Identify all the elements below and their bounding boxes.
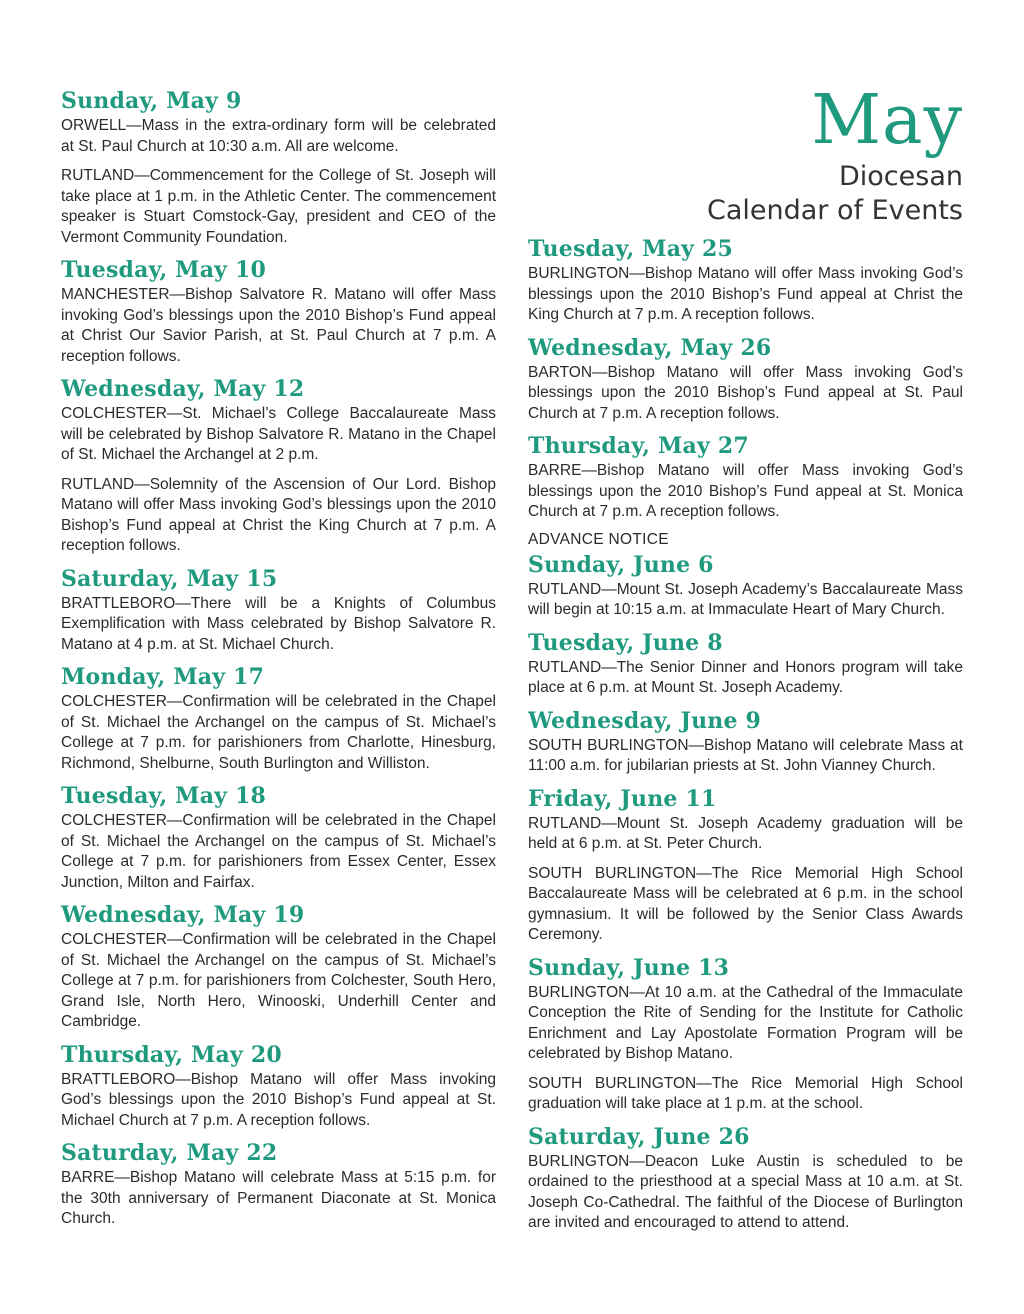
event-entry — [528, 706, 963, 777]
event-description: COLCHESTER—Confirmation will be celebrated in the Chapel of St. Michael the Archangel on the campus of St. Michael’s College at 7 p.m. for parishioners from Colchester, South Hero, Grand Isle, North Hero, Winooski, Underhill Center and Cambridge. — [61, 931, 496, 1030]
event-date-heading: Saturday, May 22 — [61, 1140, 278, 1166]
event-entry — [528, 784, 963, 946]
event-entry — [528, 628, 963, 699]
event-description: COLCHESTER—Confirmation will be celebrated in the Chapel of St. Michael the Archangel on the campus of St. Michael’s College at 7 p.m. for parishioners from Charlotte, Hinesburg, Richmond, Shelburne, South Burlington and Williston. — [61, 693, 496, 772]
event-description: BARRE—Bishop Matano will celebrate Mass at 5:15 p.m. for the 30th anniversary of Permanent Diaconate at St. Monica Church. — [61, 1169, 496, 1227]
event-date-heading: Tuesday, May 25 — [528, 236, 734, 262]
event-description: RUTLAND—Mount St. Joseph Academy graduation will be held at 6 p.m. at St. Peter Church. — [528, 814, 963, 852]
event-description: RUTLAND—The Senior Dinner and Honors program will take place at 6 p.m. at Mount St. Joseph Academy. — [528, 658, 963, 696]
event-entry — [528, 1122, 963, 1234]
event-entry — [528, 550, 963, 621]
advance-notice-label: ADVANCE NOTICE — [528, 530, 669, 548]
event-description: BURLINGTON—Bishop Matano will offer Mass invoking God’s blessings upon the 2010 Bishop’s Fund appeal at Christ the King Church at 7 p.m. A reception follows. — [528, 265, 963, 323]
event-entry — [528, 234, 963, 326]
event-entry — [61, 1138, 496, 1230]
event-description: RUTLAND—Commencement for the College of St. Joseph will take place at 1 p.m. in the Athletic Center. The commencement speaker is Stuart Comstock-Gay, president and CEO of the Vermont Community Foundation. — [61, 167, 496, 246]
month-title: May — [811, 81, 963, 160]
event-date-heading: Tuesday, May 10 — [61, 257, 267, 283]
event-date-heading: Wednesday, May 26 — [528, 334, 772, 361]
event-entry — [61, 374, 496, 557]
event-description: BARRE—Bishop Matano will offer Mass invoking God’s blessings upon the 2010 Bishop’s Fund appeal at St. Monica Church at 7 p.m. A reception follows. — [528, 462, 963, 520]
event-date-heading: Thursday, May 20 — [61, 1041, 282, 1068]
event-description: COLCHESTER—Confirmation will be celebrated in the Chapel of St. Michael the Archangel on the campus of St. Michael’s College at 7 p.m. for parishioners from Essex Center, Essex Junction, Milton and Fairfax. — [61, 812, 496, 891]
event-description: ORWELL—Mass in the extra-ordinary form will be celebrated at St. Paul Church at 10:30 a.m. All are welcome. — [61, 117, 496, 155]
event-description: BRATTLEBORO—There will be a Knights of Columbus Exemplification with Mass celebrated by Bishop Salvatore R. Matano at 4 p.m. at St. Michael Church. — [61, 594, 496, 653]
header-subtitle-1: Diocesan — [839, 161, 963, 192]
event-date-heading: Tuesday, June 8 — [528, 629, 723, 656]
left-column — [61, 86, 496, 1237]
event-date-heading: Saturday, May 15 — [61, 565, 278, 592]
event-entry — [61, 255, 496, 367]
event-description: BURLINGTON—Deacon Luke Austin is scheduled to be ordained to the priesthood at a special Mass at 10 a.m. at St. Joseph Co-Cathedral. The faithful of the Diocese of Burlington are invited and encouraged to attend to attend. — [528, 1152, 963, 1231]
event-date-heading: Sunday, June 6 — [528, 551, 714, 578]
event-date-heading: Monday, May 17 — [61, 664, 265, 690]
event-date-heading: Wednesday, May 19 — [61, 902, 305, 928]
calendar-header — [707, 82, 963, 228]
event-entry — [61, 900, 496, 1033]
event-entry — [61, 564, 496, 656]
event-date-heading: Thursday, May 27 — [528, 433, 749, 459]
event-entry — [61, 86, 496, 248]
event-entry — [61, 781, 496, 893]
event-entry — [528, 333, 963, 425]
event-description: SOUTH BURLINGTON—Bishop Matano will celebrate Mass at 11:00 a.m. for jubilarian priests at St. John Vianney Church. — [528, 736, 963, 774]
event-date-heading: Sunday, May 9 — [61, 88, 242, 114]
event-date-heading: Sunday, June 13 — [528, 954, 730, 981]
event-description: COLCHESTER—St. Michael’s College Baccalaureate Mass will be celebrated by Bishop Salvatore R. Matano in the Chapel of St. Michael the Archangel at 2 p.m. — [61, 405, 496, 463]
event-date-heading: Saturday, June 26 — [528, 1123, 750, 1150]
event-date-heading: Friday, June 11 — [528, 785, 717, 812]
event-description: SOUTH BURLINGTON—The Rice Memorial High School graduation will take place at 1 p.m. at the school. — [528, 1074, 963, 1112]
event-entry — [61, 662, 496, 774]
event-date-heading: Tuesday, May 18 — [61, 783, 267, 809]
event-entry — [528, 431, 963, 523]
event-description: SOUTH BURLINGTON—The Rice Memorial High School Baccalaureate Mass will be celebrated at 6 p.m. in the school gymnasium. It will be followed by the Senior Class Awards Ceremony. — [528, 864, 963, 943]
event-entry — [61, 1040, 496, 1132]
event-description: BRATTLEBORO—Bishop Matano will offer Mass invoking God’s blessings upon the 2010 Bishop’s Fund appeal at St. Michael Church at 7 p.m. A reception follows. — [61, 1070, 496, 1129]
event-date-heading: Wednesday, June 9 — [528, 707, 762, 734]
event-description: BURLINGTON—At 10 a.m. at the Cathedral of the Immaculate Conception the Rite of Sending for the Institute for Catholic Enrichment and Lay Apostolate Formation Program will be celebrated by Bishop Matano. — [528, 983, 963, 1062]
event-entry — [528, 953, 963, 1115]
event-date-heading: Wednesday, May 12 — [61, 376, 305, 402]
event-description: RUTLAND—Solemnity of the Ascension of Our Lord. Bishop Matano will offer Mass invoking God’s blessings upon the 2010 Bishop’s Fund appeal at Christ the King Church at 7 p.m. A reception follows. — [61, 475, 496, 554]
header-subtitle-2: Calendar of Events — [706, 195, 963, 226]
event-description: MANCHESTER—Bishop Salvatore R. Matano will offer Mass invoking God’s blessings upon the 2010 Bishop’s Fund appeal at Christ Our Savior Parish, at St. Paul Church at 7 p.m. A reception follows. — [61, 286, 496, 365]
right-column — [528, 234, 963, 1241]
event-description: RUTLAND—Mount St. Joseph Academy’s Baccalaureate Mass will begin at 10:15 a.m. at Immaculate Heart of Mary Church. — [528, 580, 963, 618]
event-description: BARTON—Bishop Matano will offer Mass invoking God’s blessings upon the 2010 Bishop’s Fund appeal at St. Paul Church at 7 p.m. A reception follows. — [528, 363, 963, 422]
